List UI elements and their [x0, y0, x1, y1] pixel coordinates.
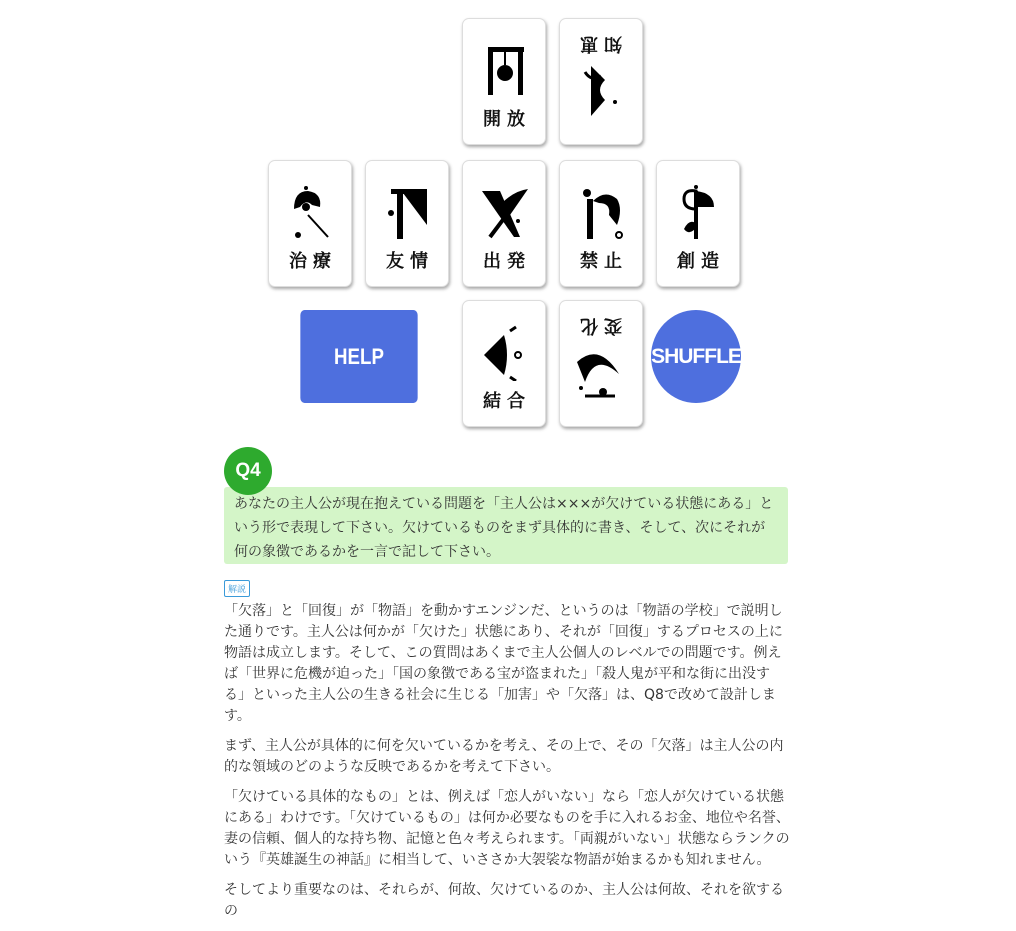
card-symbol-icon: [286, 185, 336, 241]
card-label: 出発: [483, 251, 531, 272]
card-kinshi[interactable]: [559, 160, 643, 287]
help-button[interactable]: HELP: [300, 310, 417, 403]
card-face: [560, 301, 642, 426]
card-face: [657, 161, 739, 286]
card-label: 結合: [483, 391, 531, 412]
explanation-paragraph: 「欠落」と「回復」が「物語」を動かすエンジンだ、というのは「物語の学校」で説明した通りです。主人公は何かが「欠けた」状態にあり、それが「回復」するプロセスの上に物語は成立します。そして、この質問はあくまで主人公個人のレベルでの問題です。例えば「世界に危機が迫った」「国の象徴である宝が盗まれた」「殺人鬼が平和な街に出没する」といった主人公の生きる社会に生じる「加害」や「欠落」は、Q8で改めて設計します。: [224, 603, 783, 724]
card-sozo[interactable]: [656, 160, 740, 287]
question-box: [224, 487, 788, 564]
card-ketsugo[interactable]: [462, 300, 546, 427]
card-label: 変化: [574, 315, 622, 336]
shuffle-button[interactable]: SHUFFLE: [651, 310, 741, 403]
card-face: [463, 161, 545, 286]
card-label: 友情: [386, 251, 434, 272]
card-symbol-icon: [480, 43, 530, 99]
card-chie[interactable]: [559, 18, 643, 145]
card-shuppatsu[interactable]: [462, 160, 546, 287]
card-face: [269, 161, 351, 286]
card-label: 治療: [289, 251, 337, 272]
card-label: 禁止: [580, 251, 628, 272]
card-face: [560, 19, 642, 144]
card-chiryo[interactable]: [268, 160, 352, 287]
card-symbol-icon: [480, 185, 530, 241]
explanation-paragraph: 「欠けている具体的なもの」とは、例えば「恋人がいない」なら「恋人が欠けている状態にある」わけです。「欠けているもの」は何か必要なものを手に入れるお金、地位や名誉、妻の信頼、個人的な持ち物、記憶と色々考えられます。「両親がいない」状態ならランクのいう『英雄誕生の神話』に相当して、いささか大袈裟な物語が始まるかも知れません。: [224, 789, 790, 868]
card-symbol-icon: [383, 185, 433, 241]
card-symbol-icon: [674, 185, 724, 241]
card-face: [463, 301, 545, 426]
question-text: あなたの主人公が現在抱えている問題を「主人公は×××が欠けている状態にある」という形で表現して下さい。欠けているものをまず具体的に書き、そして、次にそれが何の象徴であるかを一言で記して下さい。: [234, 496, 774, 560]
card-label: 創造: [677, 251, 725, 272]
card-symbol-icon: [575, 346, 625, 402]
explanation-body: [224, 601, 790, 931]
question-badge: Q4: [224, 447, 272, 495]
card-symbol-icon: [480, 325, 530, 381]
explanation-tag: 解説: [224, 580, 250, 597]
explanation-paragraph: まず、主人公が具体的に何を欠いているかを考え、その上で、その「欠落」は主人公の内的な領域のどのような反映であるかを考えて下さい。: [224, 738, 784, 775]
card-label: 知恵: [574, 33, 622, 54]
card-face: [366, 161, 448, 286]
card-label: 開放: [483, 109, 531, 130]
card-yujo[interactable]: [365, 160, 449, 287]
card-face: [560, 161, 642, 286]
card-henka[interactable]: [559, 300, 643, 427]
card-symbol-icon: [575, 64, 625, 120]
card-symbol-icon: [577, 185, 627, 241]
explanation-paragraph: そしてより重要なのは、それらが、何故、欠けているのか、主人公は何故、それを欲するの: [224, 882, 784, 919]
card-kaiho[interactable]: [462, 18, 546, 145]
card-face: [463, 19, 545, 144]
